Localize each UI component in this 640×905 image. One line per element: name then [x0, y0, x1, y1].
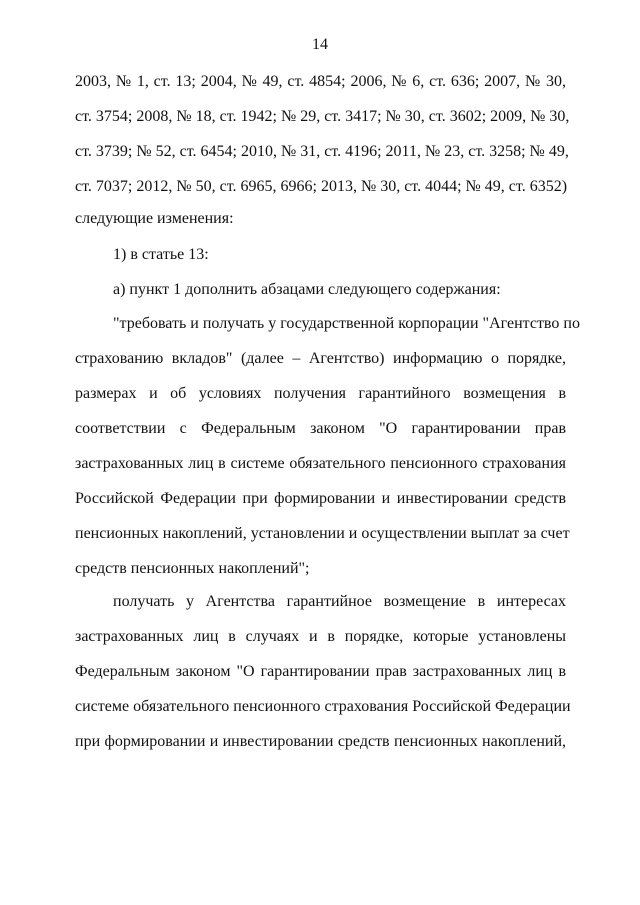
text-line-9: страхованию вкладов" (далее – Агентство) информацию о порядке,: [75, 350, 566, 367]
text-line-15: средств пенсионных накоплений";: [75, 560, 310, 577]
text-line-11: соответствии с Федеральным законом "О гарантировании прав: [75, 420, 566, 437]
text-line-14: пенсионных накоплений, установлении и осуществлении выплат за счет: [75, 525, 570, 542]
page-number: 14: [312, 36, 328, 53]
text-line-3: ст. 3739; № 52, ст. 6454; 2010, № 31, ст. 4196; 2011, № 23, ст. 3258; № 49,: [75, 143, 569, 160]
text-line-1: 2003, № 1, ст. 13; 2004, № 49, ст. 4854; 2006, № 6, ст. 636; 2007, № 30,: [75, 73, 566, 90]
text-line-12: застрахованных лиц в системе обязательного пенсионного страхования: [75, 455, 566, 472]
text-line-20: при формировании и инвестировании средств пенсионных накоплений,: [75, 733, 566, 750]
text-line-13: Российской Федерации при формировании и инвестировании средств: [75, 490, 566, 507]
text-line-4: ст. 7037; 2012, № 50, ст. 6965, 6966; 2013, № 30, ст. 4044; № 49, ст. 6352): [75, 178, 568, 195]
text-line-2: ст. 3754; 2008, № 18, ст. 1942; № 29, ст. 3417; № 30, ст. 3602; 2009, № 30,: [75, 108, 570, 125]
text-line-8: "требовать и получать у государственной корпорации "Агентство по: [113, 315, 580, 332]
text-line-17: застрахованных лиц в случаях и в порядке, которые установлены: [75, 628, 566, 645]
text-line-19: системе обязательного пенсионного страхования Российской Федерации: [75, 698, 571, 715]
text-line-16: получать у Агентства гарантийное возмещение в интересах: [113, 593, 566, 610]
text-line-18: Федеральным законом "О гарантировании прав застрахованных лиц в: [75, 663, 566, 680]
text-line-5: следующие изменения:: [75, 210, 234, 227]
text-line-7: а) пункт 1 дополнить абзацами следующего содержания:: [113, 281, 501, 298]
text-line-6: 1) в статье 13:: [113, 246, 209, 263]
text-line-10: размерах и об условиях получения гарантийного возмещения в: [75, 385, 566, 402]
